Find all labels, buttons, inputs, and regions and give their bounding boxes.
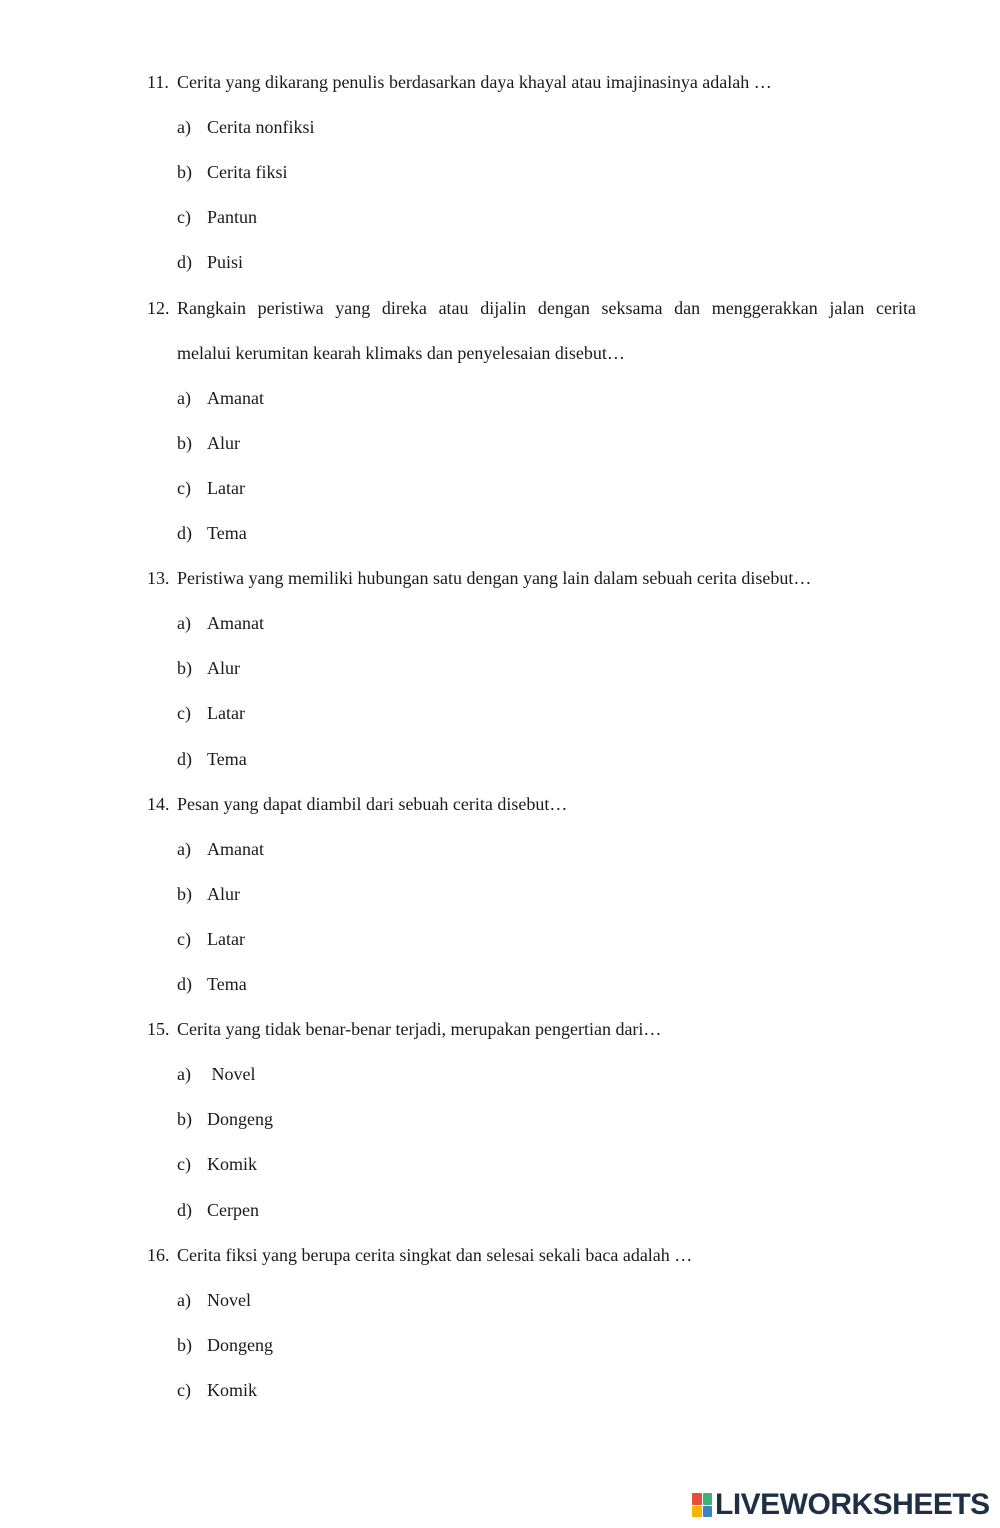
- option-letter: c): [177, 1380, 191, 1400]
- question-number: 14.: [147, 794, 170, 814]
- option-text: Amanat: [207, 613, 264, 633]
- option-text: Latar: [207, 478, 245, 498]
- option-letter: a): [177, 388, 191, 408]
- question-text: melalui kerumitan kearah klimaks dan penyelesaian disebut…: [177, 343, 625, 363]
- option-text: Puisi: [207, 252, 244, 272]
- option-letter: c): [177, 1154, 191, 1174]
- option-text: Alur: [207, 884, 240, 904]
- option-letter: d): [177, 749, 192, 769]
- option-text: Amanat: [207, 388, 264, 408]
- question-number: 12.: [147, 298, 170, 318]
- logo-block-green: [703, 1493, 713, 1505]
- question-text: Cerita yang dikarang penulis berdasarkan daya khayal atau imajinasinya adalah …: [177, 72, 772, 92]
- option-letter: c): [177, 703, 191, 723]
- option-letter: c): [177, 207, 191, 227]
- option-text: Dongeng: [207, 1335, 273, 1355]
- option-letter: b): [177, 1109, 192, 1129]
- option-letter: c): [177, 478, 191, 498]
- question-text: Cerita yang tidak benar-benar terjadi, merupakan pengertian dari…: [177, 1019, 662, 1039]
- option-letter: b): [177, 658, 192, 678]
- question-text: Rangkain peristiwa yang direka atau dijalin dengan seksama dan menggerakkan jalan cerita: [177, 298, 916, 318]
- option-text: Latar: [207, 703, 245, 723]
- option-text: Cerpen: [207, 1200, 259, 1220]
- option-text: Tema: [207, 749, 247, 769]
- logo-block-yellow: [692, 1506, 702, 1518]
- option-text: Latar: [207, 929, 245, 949]
- option-text: Novel: [207, 1290, 251, 1310]
- option-letter: d): [177, 523, 192, 543]
- liveworksheets-logo-icon: [692, 1493, 712, 1517]
- option-text: Tema: [207, 974, 247, 994]
- option-text: Komik: [207, 1380, 258, 1400]
- option-letter: a): [177, 613, 191, 633]
- option-text: Amanat: [207, 839, 264, 859]
- logo-block-red: [692, 1493, 702, 1505]
- option-text: Dongeng: [207, 1109, 273, 1129]
- option-text: Alur: [207, 658, 240, 678]
- option-text: Alur: [207, 433, 240, 453]
- question-number: 16.: [147, 1245, 170, 1265]
- option-text: Cerita nonfiksi: [207, 117, 315, 137]
- option-letter: a): [177, 1064, 191, 1084]
- option-letter: a): [177, 1290, 191, 1310]
- option-text: Cerita fiksi: [207, 162, 288, 182]
- logo-block-blue: [703, 1506, 713, 1518]
- liveworksheets-logo-text: LIVEWORKSHEETS: [715, 1488, 990, 1521]
- liveworksheets-logo: [692, 1488, 990, 1522]
- option-text: Komik: [207, 1154, 258, 1174]
- question-number: 11.: [147, 72, 169, 92]
- question-number: 15.: [147, 1019, 170, 1039]
- question-text: Pesan yang dapat diambil dari sebuah cerita disebut…: [177, 794, 568, 814]
- option-text: Novel: [207, 1064, 256, 1084]
- question-text: Peristiwa yang memiliki hubungan satu dengan yang lain dalam sebuah cerita disebut…: [177, 568, 812, 588]
- option-text: Pantun: [207, 207, 258, 227]
- option-letter: a): [177, 117, 191, 137]
- option-letter: b): [177, 433, 192, 453]
- option-text: Tema: [207, 523, 247, 543]
- option-letter: b): [177, 884, 192, 904]
- option-letter: b): [177, 1335, 192, 1355]
- option-letter: d): [177, 974, 192, 994]
- option-letter: a): [177, 839, 191, 859]
- question-number: 13.: [147, 568, 170, 588]
- question-text: Cerita fiksi yang berupa cerita singkat dan selesai sekali baca adalah …: [177, 1245, 693, 1265]
- option-letter: c): [177, 929, 191, 949]
- option-letter: b): [177, 162, 192, 182]
- option-letter: d): [177, 1200, 192, 1220]
- option-letter: d): [177, 252, 192, 272]
